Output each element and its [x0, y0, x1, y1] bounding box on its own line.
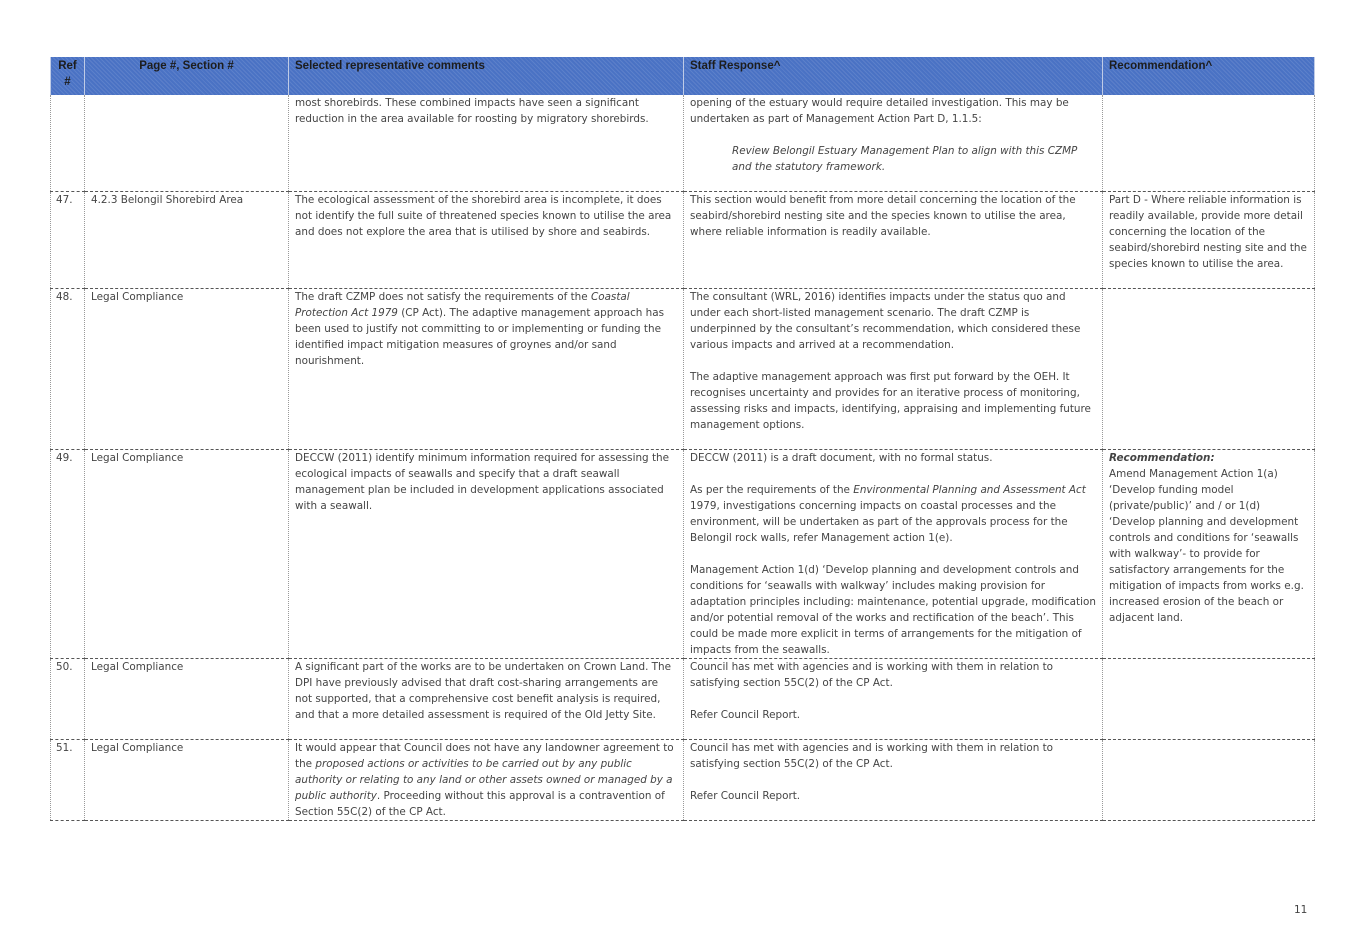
table-row	[51, 658, 1315, 739]
header-row	[51, 57, 1315, 95]
response-cell	[684, 658, 1103, 739]
header-page-section: Page #, Section #	[85, 57, 289, 95]
act-name: Coastal Protection Act 1979	[295, 290, 630, 319]
response-cell	[684, 288, 1103, 449]
recommendation-cell	[1103, 191, 1315, 288]
header-comments: Selected representative comments	[289, 57, 684, 95]
response-text: The adaptive management approach was first put forward by the OEH. It recognises uncertainty and provides for an iterative process of monitoring, assessing risks and impacts, identifying, appraising and implementing future management options.	[690, 370, 1091, 431]
comment-cell	[289, 449, 684, 658]
recommendation-heading: Recommendation:	[1109, 451, 1215, 464]
section-cell: Legal Compliance	[85, 658, 289, 739]
comment-text: DECCW (2011) identify minimum information required for assessing the ecological impacts of seawalls and specify that a draft seawall management plan be included in development applications associated with a seawall.	[295, 451, 670, 512]
comment-text: most shorebirds. These combined impacts have seen a significant reduction in the area available for roosting by migratory shorebirds.	[295, 97, 649, 125]
response-text-part: As per the requirements of the	[690, 483, 854, 496]
document-page	[50, 57, 1314, 821]
response-quote: Review Belongil Estuary Management Plan to align with this CZMP and the statutory framework.	[732, 145, 1078, 173]
comment-text	[295, 289, 677, 369]
response-text: DECCW (2011) is a draft document, with no formal status.	[690, 451, 993, 464]
response-text: Management Action 1(d) ‘Develop planning and development controls and conditions for ‘seawalls with walkway’ includes making provision for adaptation principles including: maintenance, potential upgrade, modification and/or potential removal of the works and rectification of the beach’. This could be made more explicit in terms of arrangements for the mitigation of impacts from the seawalls.	[690, 563, 1096, 656]
section-cell: 4.2.3 Belongil Shorebird Area	[85, 191, 289, 288]
ref-cell: 47.	[51, 191, 85, 288]
header-recommendation: Recommendation^	[1103, 57, 1315, 95]
comment-text: The ecological assessment of the shorebird area is incomplete, it does not identify the full suite of threatened species known to utilise the area and does not explore the area that is utilised by shore and seabirds.	[295, 193, 672, 238]
recommendation-cell	[1103, 449, 1315, 658]
recommendation-cell	[1103, 658, 1315, 739]
comment-text	[295, 740, 677, 820]
response-text: opening of the estuary would require detailed investigation. This may be undertaken as part of Management Action Part D, 1.1.5:	[690, 97, 1069, 125]
response-text: Refer Council Report.	[690, 789, 801, 802]
header-staff-response: Staff Response^	[684, 57, 1103, 95]
response-text: Refer Council Report.	[690, 708, 801, 721]
table-row	[51, 449, 1315, 658]
ref-cell	[51, 95, 85, 191]
section-cell: Legal Compliance	[85, 288, 289, 449]
response-cell	[684, 191, 1103, 288]
table-row	[51, 191, 1315, 288]
section-cell: Legal Compliance	[85, 739, 289, 820]
response-cell	[684, 449, 1103, 658]
recommendation-cell	[1103, 739, 1315, 820]
ref-cell: 48.	[51, 288, 85, 449]
comment-cell	[289, 288, 684, 449]
quoted-provision: proposed actions or activities to be carried out by any public authority or relating to any land or other assets owned or managed by a public authority	[295, 757, 673, 802]
recommendation-text: Part D - Where reliable information is readily available, provide more detail concerning the location of the seabird/shorebird nesting site and the species known to utilise the area.	[1109, 193, 1307, 270]
ref-cell: 49.	[51, 449, 85, 658]
response-text-part: 1979, investigations concerning impacts on coastal processes and the environment, will be undertaken as part of the approvals process for the Belongil rock walls, refer Management action 1(e).	[690, 499, 1068, 544]
response-cell	[684, 95, 1103, 191]
comment-text-part: It would appear that Council does not have any landowner agreement to the	[295, 741, 674, 770]
act-name: Environmental Planning and Assessment Act	[853, 483, 1086, 496]
comment-text-part: The draft CZMP does not satisfy the requirements of the	[295, 290, 591, 303]
recommendation-text: Amend Management Action 1(a) ‘Develop funding model (private/public)’ and / or 1(d) ‘Develop planning and development controls and conditions for ‘seawalls with walkway’- to provide for satisfactory arrangements for the mitigation of impacts from works e.g. increased erosion of the beach or adjacent land.	[1109, 467, 1304, 624]
table-row	[51, 95, 1315, 191]
response-text: Council has met with agencies and is working with them in relation to satisfying section 55C(2) of the CP Act.	[690, 660, 1054, 689]
comment-cell	[289, 658, 684, 739]
ref-cell: 50.	[51, 658, 85, 739]
comment-text-part: . Proceeding without this approval is a contravention of Section 55C(2) of the CP Act.	[295, 789, 665, 818]
table-row	[51, 288, 1315, 449]
comment-text-part: (CP Act). The adaptive management approach has been used to justify not committing to or implementing or funding the identified impact mitigation measures of groynes and/or sand nourishment.	[295, 306, 665, 367]
response-cell	[684, 739, 1103, 820]
comments-table	[50, 57, 1315, 821]
ref-cell: 51.	[51, 739, 85, 820]
table-row	[51, 739, 1315, 820]
page-number: 11	[1294, 904, 1308, 916]
recommendation-cell	[1103, 95, 1315, 191]
comment-cell	[289, 739, 684, 820]
comment-text: A significant part of the works are to be undertaken on Crown Land. The DPI have previously advised that draft cost-sharing arrangements are not supported, that a comprehensive cost benefit analysis is required, and that a more detailed assessment is required of the Old Jetty Site.	[295, 660, 672, 721]
recommendation-cell	[1103, 288, 1315, 449]
header-ref: Ref #	[51, 57, 85, 95]
comment-cell	[289, 95, 684, 191]
response-text: The consultant (WRL, 2016) identifies impacts under the status quo and under each short-listed management scenario. The draft CZMP is underpinned by the consultant’s recommendation, which considered these various impacts and arrived at a recommendation.	[690, 290, 1081, 351]
response-text	[690, 482, 1096, 546]
comment-cell	[289, 191, 684, 288]
section-cell: Legal Compliance	[85, 449, 289, 658]
response-text: Council has met with agencies and is working with them in relation to satisfying section 55C(2) of the CP Act.	[690, 741, 1054, 770]
section-cell	[85, 95, 289, 191]
response-text: This section would benefit from more detail concerning the location of the seabird/shorebird nesting site and the species known to utilise the area, where reliable information is readily available.	[690, 193, 1076, 238]
